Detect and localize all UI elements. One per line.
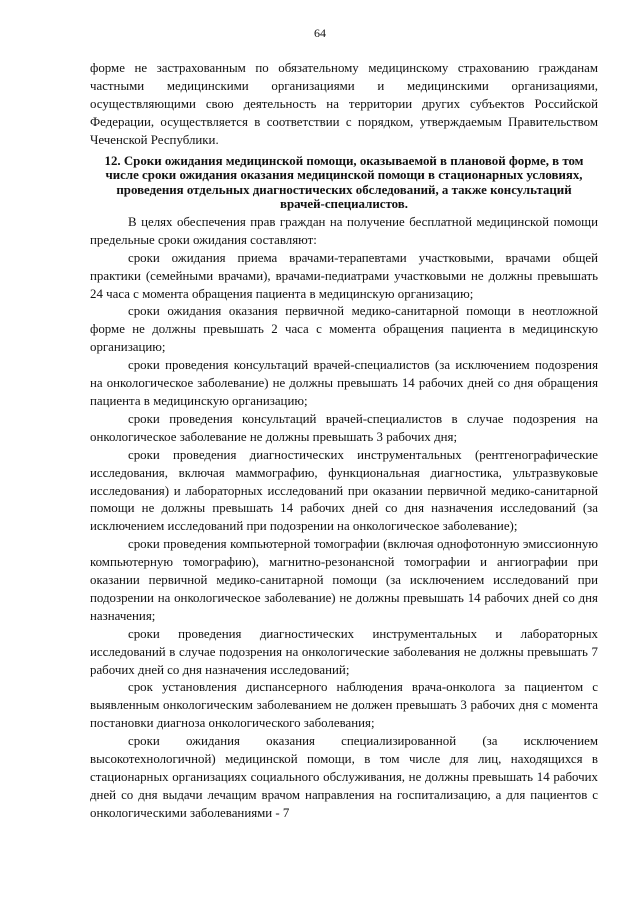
paragraph-intro: В целях обеспечения прав граждан на получение бесплатной медицинской помощи предельные сроки ожидания составляют: <box>90 214 598 247</box>
opening-paragraph: форме не застрахованным по обязательному медицинскому страхованию гражданам частными медицинскими организациями и медицинскими организациями, осуществляющими свою деятельность на территории других субъектов Российской Федерации, осуществляется в соответствии с порядком, утверждаемым Правительством Чеченской Республики. <box>90 61 598 147</box>
paragraph-oncologist-observation: срок установления диспансерного наблюдения врача-онколога за пациентом с выявленным онкологическим заболеванием не должен превышать 3 рабочих дня с момента постановки диагноза онкологического заболевания; <box>90 680 598 731</box>
paragraph-oncology-consultation: сроки проведения консультаций врачей-специалистов в случае подозрения на онкологическое заболевание не должны превышать 3 рабочих дня; <box>90 411 598 444</box>
paragraph-oncology-diagnostics: сроки проведения диагностических инструментальных и лабораторных исследований в случае подозрения на онкологические заболевания не должны превышать 7 рабочих дней со дня назначения исследований; <box>90 626 598 677</box>
paragraph-tomography: сроки проведения компьютерной томографии (включая однофотонную эмиссионную компьютерную томографию), магнитно-резонансной томографии и ангиографии при оказании первичной медико-санитарной помощи (за исключением исследований при подозрении на онкологическое заболевание) не должны превышать 14 рабочих дней со дня назначения; <box>90 537 598 623</box>
page-number: 64 <box>314 26 326 40</box>
paragraph-specialized-care: сроки ожидания оказания специализированной (за исключением высокотехнологичной) медицинской помощи, в том числе для лиц, находящихся в стационарных организациях социального обслуживания, не должны превышать 14 рабочих дней со дня выдачи лечащим врачом направления на госпитализацию, а для пациентов с онкологическими заболеваниями - 7 <box>90 734 598 820</box>
paragraph-therapist-wait: сроки ожидания приема врачами-терапевтами участковыми, врачами общей практики (семейными врачами), врачами-педиатрами участковыми не должны превышать 24 часа с момента обращения пациента в медицинскую организацию; <box>90 250 598 301</box>
section-heading: 12. Сроки ожидания медицинской помощи, оказываемой в плановой форме, в том числе сроки ожидания оказания медицинской помощи в стационарных условиях, проведения отдельных диагностических обследований, а также консультаций врачей-специалистов. <box>104 153 584 212</box>
paragraph-diagnostic-tests: сроки проведения диагностических инструментальных (рентгенографические исследования, включая маммографию, функциональная диагностика, ультразвуковые исследования) и лабораторных исследований при оказании первичной медико-санитарной помощи не должны превышать 14 рабочих дней со дня назначения исследований (за исключением исследований при подозрении на онкологическое заболевание); <box>90 447 598 534</box>
paragraph-urgent-care-wait: сроки ожидания оказания первичной медико-санитарной помощи в неотложной форме не должны превышать 2 часа с момента обращения пациента в медицинскую организацию; <box>90 304 598 355</box>
paragraph-specialist-consultation: сроки проведения консультаций врачей-специалистов (за исключением подозрения на онкологическое заболевание) не должны превышать 14 рабочих дней со дня обращения пациента в медицинскую организацию; <box>90 358 598 408</box>
document-body <box>90 60 598 823</box>
